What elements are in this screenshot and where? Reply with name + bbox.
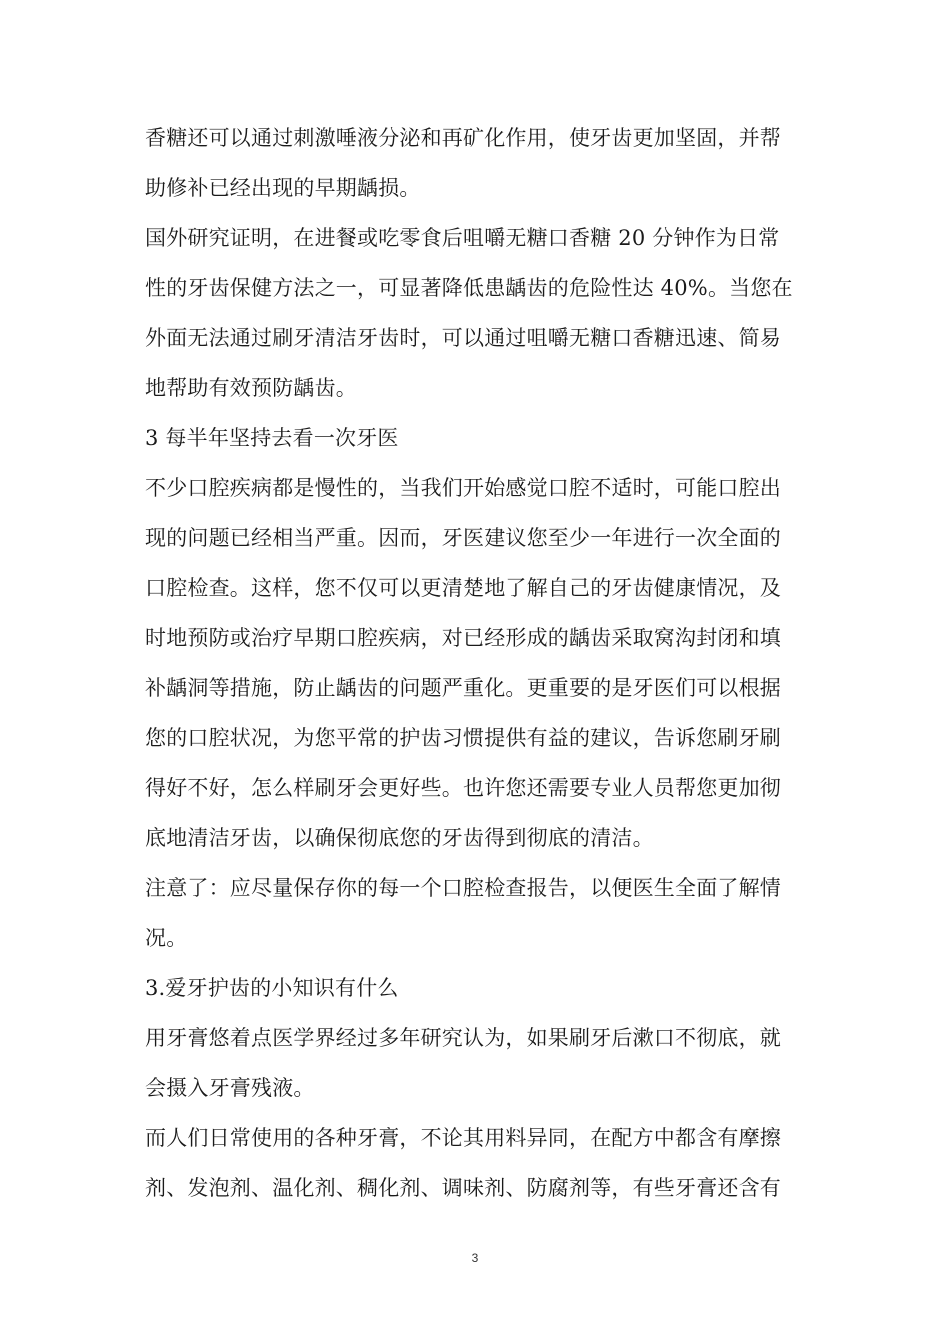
- text-line: 况。: [145, 926, 188, 950]
- text-line: 国外研究证明，在进餐或吃零食后咀嚼无糖口香糖 20 分钟作为日常: [145, 226, 780, 250]
- section-heading: 3.爱牙护齿的小知识有什么: [145, 976, 399, 1000]
- text-line: 性的牙齿保健方法之一，可显著降低患龋齿的危险性达 40%。当您在: [145, 276, 793, 300]
- text-line: 注意了：应尽量保存你的每一个口腔检查报告，以便医生全面了解情: [145, 876, 781, 900]
- text-line: 时地预防或治疗早期口腔疾病，对已经形成的龋齿采取窝沟封闭和填: [145, 626, 781, 650]
- page-number: 3: [471, 1251, 479, 1265]
- section-heading: 3 每半年坚持去看一次牙医: [145, 426, 399, 450]
- text-line: 而人们日常使用的各种牙膏，不论其用料异同，在配方中都含有摩擦: [145, 1126, 781, 1150]
- text-line: 会摄入牙膏残液。: [145, 1076, 315, 1100]
- text-line: 口腔检查。这样，您不仅可以更清楚地了解自己的牙齿健康情况，及: [145, 576, 781, 600]
- text-line: 不少口腔疾病都是慢性的，当我们开始感觉口腔不适时，可能口腔出: [145, 476, 781, 500]
- text-line: 补龋洞等措施，防止龋齿的问题严重化。更重要的是牙医们可以根据: [145, 676, 781, 700]
- text-line: 现的问题已经相当严重。因而，牙医建议您至少一年进行一次全面的: [145, 526, 781, 550]
- text-line: 助修补已经出现的早期龋损。: [145, 176, 421, 200]
- text-line: 底地清洁牙齿，以确保彻底您的牙齿得到彻底的清洁。: [145, 826, 654, 850]
- text-line: 香糖还可以通过刺激唾液分泌和再矿化作用，使牙齿更加坚固，并帮: [145, 126, 781, 150]
- text-line: 地帮助有效预防龋齿。: [145, 376, 357, 400]
- text-line: 用牙膏悠着点医学界经过多年研究认为，如果刷牙后漱口不彻底，就: [145, 1026, 781, 1050]
- body-text: [145, 116, 810, 1216]
- text-line: 得好不好，怎么样刷牙会更好些。也许您还需要专业人员帮您更加彻: [145, 776, 781, 800]
- text-line: 剂、发泡剂、温化剂、稠化剂、调味剂、防腐剂等，有些牙膏还含有: [145, 1176, 781, 1200]
- text-line: 您的口腔状况，为您平常的护齿习惯提供有益的建议，告诉您刷牙刷: [145, 726, 781, 750]
- text-line: 外面无法通过刷牙清洁牙齿时，可以通过咀嚼无糖口香糖迅速、简易: [145, 326, 781, 350]
